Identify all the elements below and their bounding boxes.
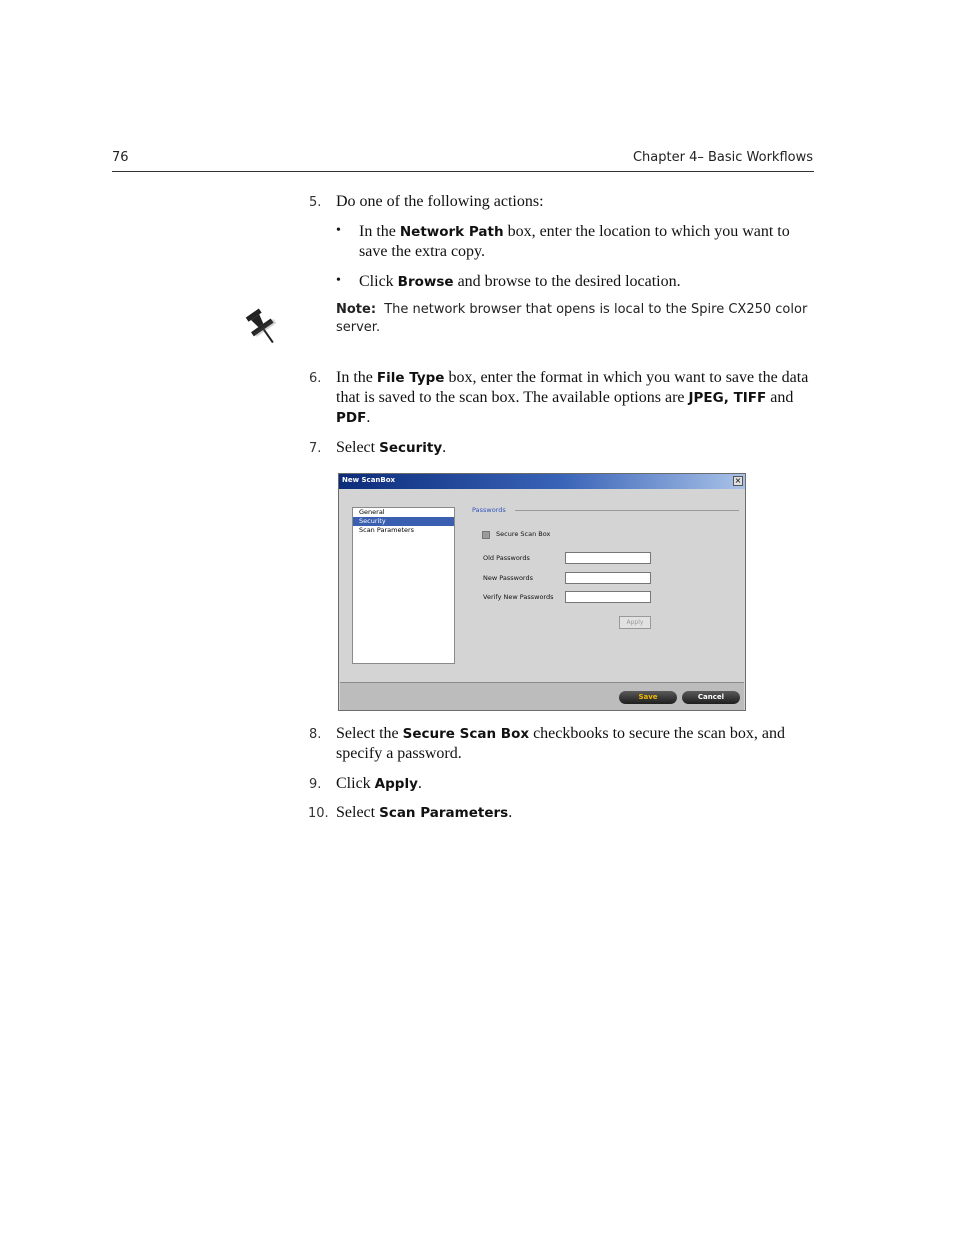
chapter-title: Chapter 4– Basic Workflows [632,150,813,165]
text-run: . [442,439,447,456]
bold-term: JPEG [688,390,724,406]
step-number: 10. [308,806,329,821]
verify-password-field[interactable] [565,591,651,603]
text-run: . [366,409,371,426]
nav-item-scan-parameters[interactable]: Scan Parameters [359,526,415,534]
bold-term: PDF [336,410,367,426]
apply-button[interactable]: Apply [619,616,651,629]
bold-term: Apply [374,776,418,792]
checkbox-label: Secure Scan Box [496,530,551,538]
step-text: Do one of the following actions: [336,193,544,210]
dialog-title: New ScanBox [342,476,396,484]
settings-nav-list [352,507,455,664]
new-scanbox-dialog [338,473,746,711]
step-text [336,774,814,794]
step-text [336,368,814,428]
bold-term: Security [379,440,443,456]
cancel-button[interactable]: Cancel [682,691,740,704]
text-run: Click [359,273,398,290]
bullet-text [359,272,814,292]
text-run: Click [336,775,375,792]
bullet-text [359,222,814,262]
step-number: 8. [309,727,322,742]
note-label: Note: [336,302,377,317]
step-number: 9. [309,777,322,792]
secure-scan-box-checkbox[interactable] [482,531,490,539]
bullet: • [336,273,341,288]
bold-term: TIFF [733,390,767,406]
text-run: Select [336,439,380,456]
text-run: . [417,775,422,792]
text-run: . [508,804,513,821]
text-run: , [723,390,734,406]
text-run: box, enter the location to which you want to save the extra copy. [359,223,790,260]
text-run: checkbooks to secure the scan box, and specify a password. [336,725,785,762]
text-run: In the [336,369,377,386]
step-number: 7. [309,441,322,456]
save-button[interactable]: Save [619,691,677,704]
step-text [336,724,814,764]
bold-term: Browse [397,274,454,290]
verify-password-label: Verify New Passwords [483,593,554,601]
text-run: and [766,389,794,406]
old-password-label: Old Passwords [483,554,530,562]
nav-item-general[interactable]: General [359,508,385,516]
old-password-field[interactable] [565,552,651,564]
page-number: 76 [112,150,129,165]
step-number: 5. [309,195,322,210]
text-run: In the [359,223,400,240]
pushpin-icon [240,305,284,349]
dialog-title-bar [339,474,745,489]
text-run: Select [336,804,380,821]
dialog-footer [340,682,744,710]
new-password-field[interactable] [565,572,651,584]
bold-term: File Type [376,370,445,386]
step-number: 6. [309,371,322,386]
bullet: • [336,223,341,238]
bold-term: Scan Parameters [379,805,509,821]
text-run: and browse to the desired location. [453,273,681,290]
text-run: box, enter the format in which you want to save the data that is saved to the scan box. The available options are [336,369,809,406]
text-run: Select the [336,725,403,742]
step-text [336,438,814,458]
close-button[interactable]: × [734,476,742,485]
step-text [336,803,814,823]
bold-term: Network Path [399,224,504,240]
header-rule [112,171,814,172]
nav-item-security[interactable]: Security [353,517,454,526]
bold-term: Secure Scan Box [402,726,530,742]
note-text: The network browser that opens is local to the Spire CX250 color server. [336,302,808,335]
new-password-label: New Passwords [483,574,533,582]
passwords-group-label: Passwords [472,506,506,514]
group-divider [515,510,739,511]
note [336,301,814,337]
